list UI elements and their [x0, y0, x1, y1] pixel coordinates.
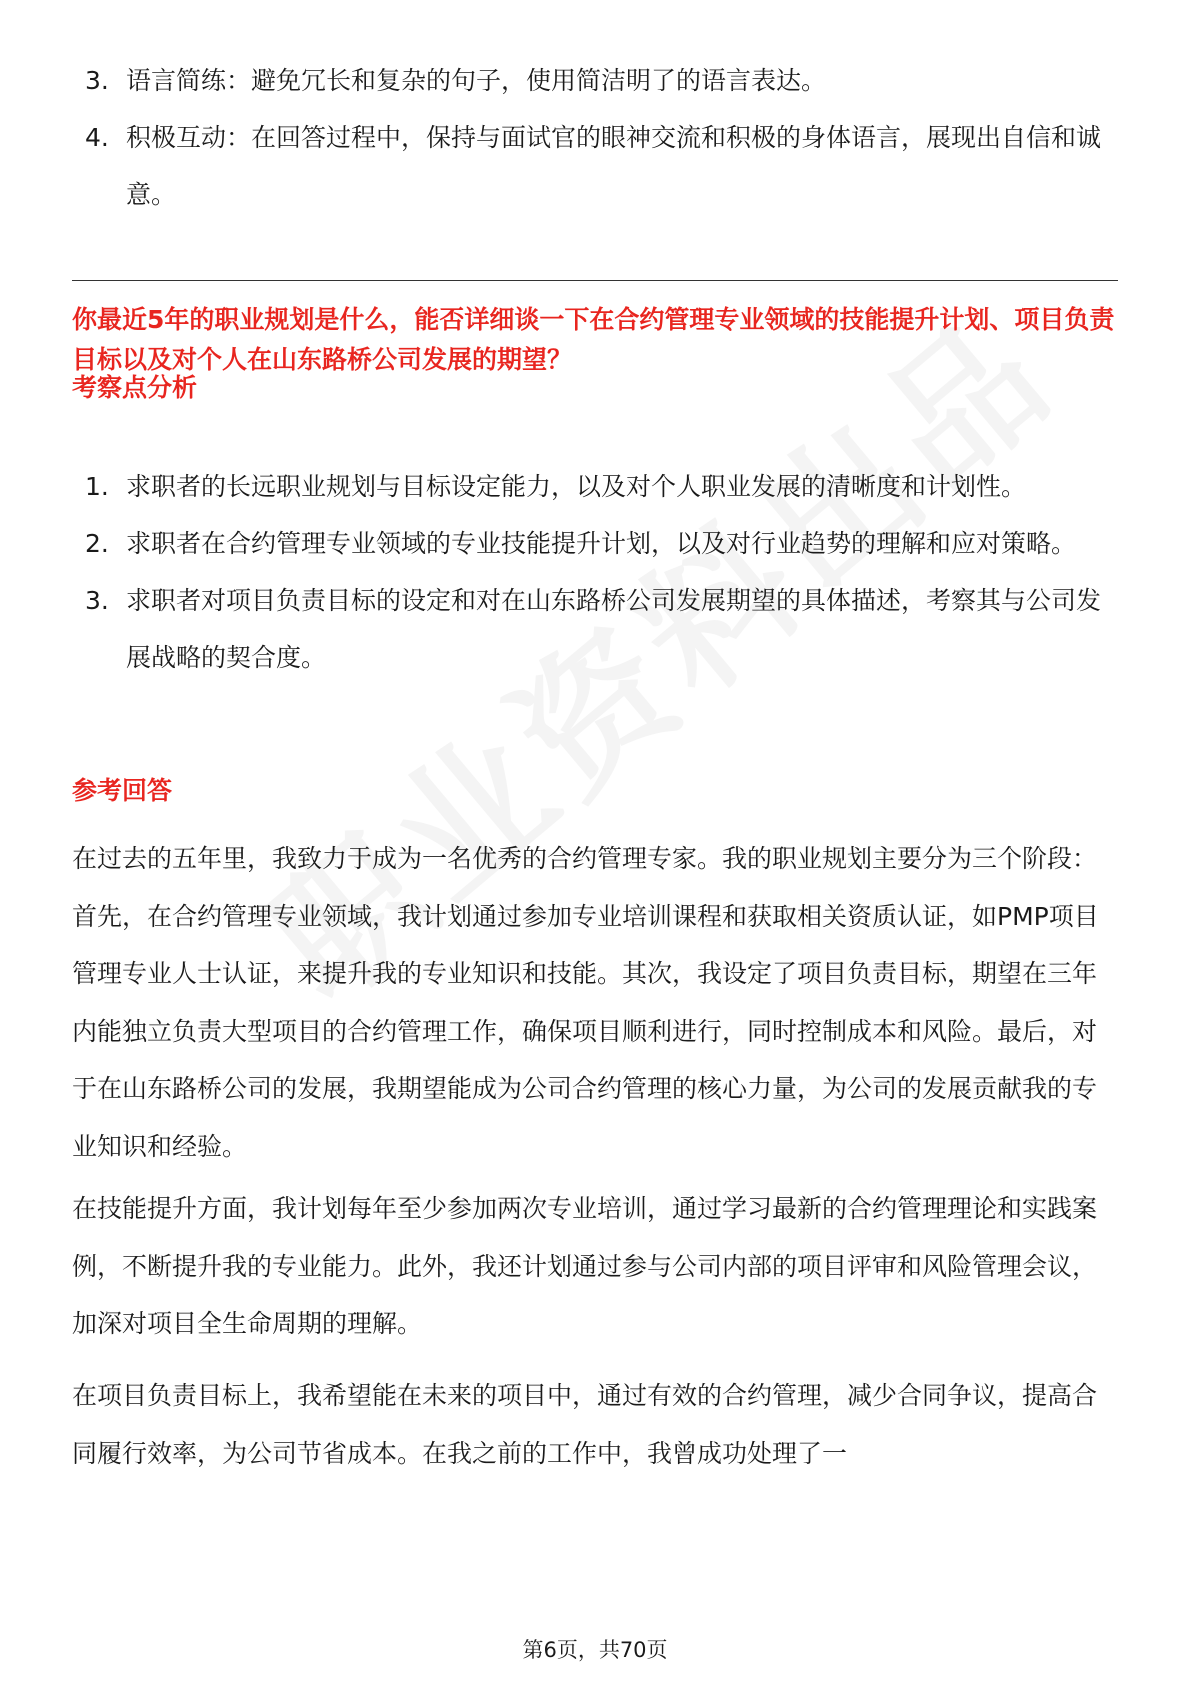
list-item-text: 积极互动：在回答过程中，保持与面试官的眼神交流和积极的身体语言，展现出自信和诚意。	[126, 123, 1102, 209]
question-heading: 你最近5年的职业规划是什么，能否详细谈一下在合约管理专业领域的技能提升计划、项目负责目标以及对个人在山东路桥公司发展的期望？	[72, 305, 1115, 374]
list-item-text: 求职者在合约管理专业领域的专业技能提升计划，以及对行业趋势的理解和应对策略。	[126, 529, 1077, 558]
divider	[72, 280, 1118, 281]
answer-paragraph	[72, 1180, 1118, 1353]
analysis-list	[72, 458, 1118, 686]
list-item-text: 语言简练：避免冗长和复杂的句子，使用简洁明了的语言表达。	[126, 66, 827, 95]
list-item	[72, 109, 1118, 223]
page-number: 第6页，共70页	[522, 1638, 668, 1662]
list-item	[72, 515, 1118, 572]
list-item-number: 3.	[85, 66, 109, 95]
paragraph-text: 在项目负责目标上，我希望能在未来的项目中，通过有效的合约管理，减少合同争议，提高合同履行效率，为公司节省成本。在我之前的工作中，我曾成功处理了一	[72, 1381, 1098, 1468]
list-item-text: 求职者对项目负责目标的设定和对在山东路桥公司发展期望的具体描述，考察其与公司发展战略的契合度。	[126, 586, 1102, 672]
list-item-number: 3.	[85, 586, 109, 615]
list-item-number: 2.	[85, 529, 109, 558]
tips-list	[72, 52, 1118, 223]
paragraph-text: 在过去的五年里，我致力于成为一名优秀的合约管理专家。我的职业规划主要分为三个阶段：首先，在合约管理专业领域，我计划通过参加专业培训课程和获取相关资质认证，如PMP项目管理专业人士认证，来提升我的专业知识和技能。其次，我设定了项目负责目标，期望在三年内能独立负责大型项目的合约管理工作，确保项目顺利进行，同时控制成本和风险。最后，对于在山东路桥公司的发展，我期望能成为公司合约管理的核心力量，为公司的发展贡献我的专业知识和经验。	[72, 844, 1099, 1161]
list-item-number: 1.	[85, 472, 109, 501]
list-item-text: 求职者的长远职业规划与目标设定能力，以及对个人职业发展的清晰度和计划性。	[126, 472, 1027, 501]
analysis-heading: 考察点分析	[72, 373, 198, 402]
paragraph-text: 在技能提升方面，我计划每年至少参加两次专业培训，通过学习最新的合约管理理论和实践案例，不断提升我的专业能力。此外，我还计划通过参与公司内部的项目评审和风险管理会议，加深对项目全生命周期的理解。	[72, 1194, 1098, 1338]
answer-paragraph	[72, 1367, 1118, 1482]
list-item	[72, 458, 1118, 515]
list-item	[72, 52, 1118, 109]
list-item	[72, 572, 1118, 686]
answer-paragraph	[72, 830, 1118, 1175]
list-item-number: 4.	[85, 123, 109, 152]
answer-heading: 参考回答	[72, 776, 173, 805]
